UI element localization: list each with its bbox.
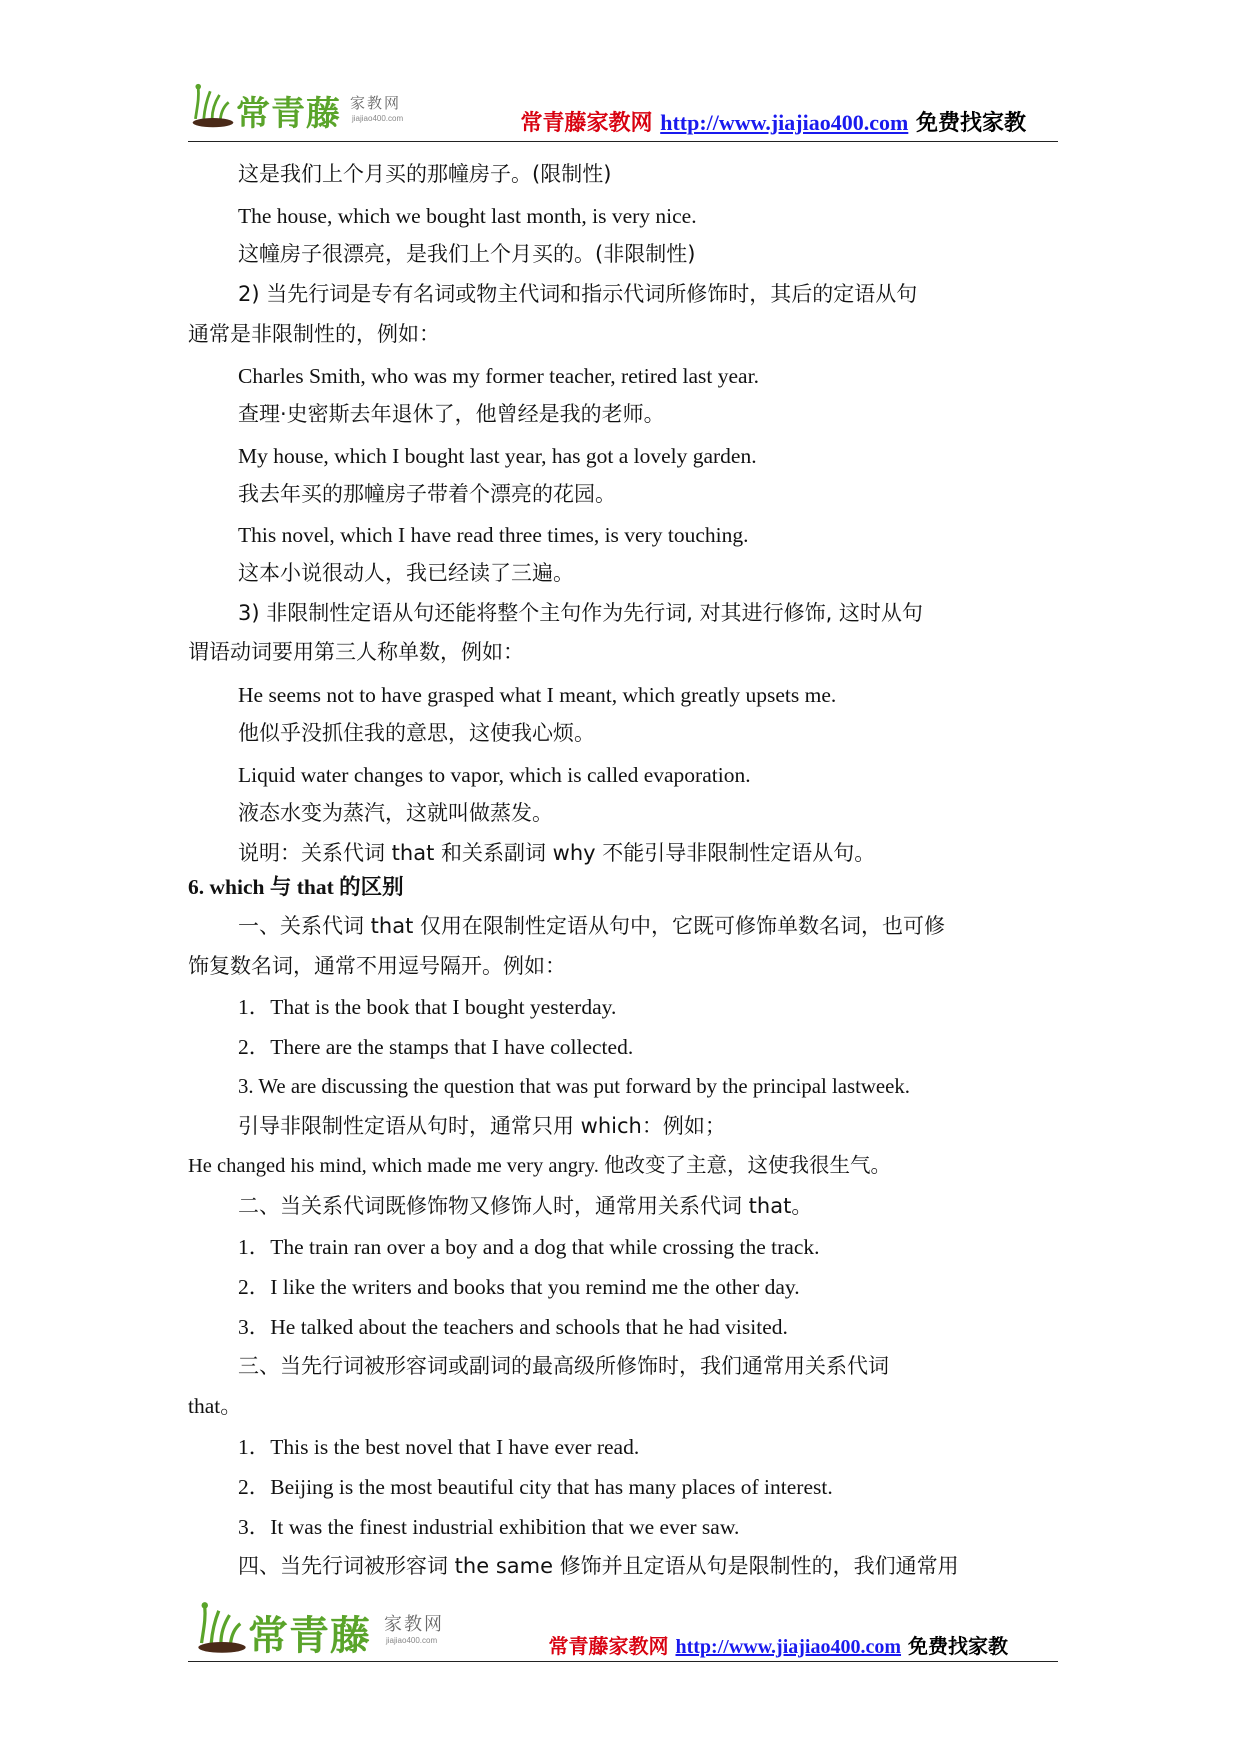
slogan: 免费找家教 <box>908 1634 1008 1658</box>
text-line: 通常是非限制性的，例如： <box>188 322 440 346</box>
logo-subtitle: 家教网 <box>350 94 402 112</box>
text-line: 引导非限制性定语从句时，通常只用 which：例如； <box>238 1114 726 1138</box>
text-line: 我去年买的那幢房子带着个漂亮的花园。 <box>238 482 616 506</box>
text-line: 3. We are discussing the question that was put forward by the principal lastweek. <box>238 1075 910 1098</box>
text-line: This novel, which I have read three times, is very touching. <box>238 523 749 547</box>
site-link[interactable]: http://www.jiajiao400.com <box>660 110 909 135</box>
text-line: 2．I like the writers and books that you remind me the other day. <box>238 1275 800 1299</box>
logo-icon <box>188 82 238 130</box>
text-line: that。 <box>188 1394 242 1418</box>
text-line: He changed his mind, which made me very angry. 他改变了主意，这使我很生气。 <box>188 1155 891 1177</box>
text-line: 1．The train ran over a boy and a dog that while crossing the track. <box>238 1235 820 1259</box>
text-line: 四、当先行词被形容词 the same 修饰并且定语从句是限制性的，我们通常用 <box>238 1554 959 1578</box>
text-line: 3．He talked about the teachers and schools that he had visited. <box>238 1315 788 1339</box>
logo-subtitle: 家教网 <box>384 1614 444 1635</box>
site-name: 常青藤家教网 <box>548 1634 669 1658</box>
text-line: 这是我们上个月买的那幢房子。(限制性) <box>238 162 612 186</box>
text-line: 2) 当先行词是专有名词或物主代词和指示代词所修饰时，其后的定语从句 <box>238 282 918 306</box>
text-line: 一、关系代词 that 仅用在限制性定语从句中，它既可修饰单数名词，也可修 <box>238 914 945 938</box>
text-line: 这本小说很动人，我已经读了三遍。 <box>238 561 574 585</box>
footer-text <box>549 1630 1008 1659</box>
text-line: 三、当先行词被形容词或副词的最高级所修饰时，我们通常用关系代词 <box>238 1354 889 1378</box>
text-line: 液态水变为蒸汽，这就叫做蒸发。 <box>238 801 553 825</box>
text-line: 1．This is the best novel that I have ever read. <box>238 1435 640 1459</box>
page-footer <box>188 1600 1058 1662</box>
text-line: 查理·史密斯去年退休了，他曾经是我的老师。 <box>238 402 665 426</box>
text-line: 这幢房子很漂亮，是我们上个月买的。(非限制性) <box>238 242 696 266</box>
text-line: 饰复数名词，通常不用逗号隔开。例如： <box>188 954 566 978</box>
text-line: Liquid water changes to vapor, which is called evaporation. <box>238 763 751 787</box>
text-line: 谓语动词要用第三人称单数，例如： <box>188 640 524 664</box>
text-line: 说明：关系代词 that 和关系副词 why 不能引导非限制性定语从句。 <box>238 841 876 865</box>
section-heading: 6. which 与 that 的区别 <box>188 875 404 899</box>
logo-text: 常青藤 <box>248 1613 371 1659</box>
text-line: 3) 非限制性定语从句还能将整个主句作为先行词, 对其进行修饰, 这时从句 <box>238 601 923 625</box>
text-line: 2．There are the stamps that I have collected. <box>238 1035 634 1059</box>
header-rule <box>188 141 1058 142</box>
text-line: My house, which I bought last year, has got a lovely garden. <box>238 444 757 468</box>
page-header <box>188 80 1058 142</box>
text-line: 二、当关系代词既修饰物又修饰人时，通常用关系代词 that。 <box>238 1194 813 1218</box>
logo-url: jiajiao400.com <box>386 1636 438 1645</box>
logo-icon <box>194 1600 250 1656</box>
text-line: 他似乎没抓住我的意思，这使我心烦。 <box>238 721 595 745</box>
slogan: 免费找家教 <box>915 111 1026 136</box>
logo-text: 常青藤 <box>236 94 341 134</box>
text-line: Charles Smith, who was my former teacher, retired last year. <box>238 364 759 388</box>
footer-rule <box>188 1661 1058 1662</box>
text-line: 1．That is the book that I bought yesterday. <box>238 995 617 1019</box>
site-link[interactable]: http://www.jiajiao400.com <box>675 1636 902 1658</box>
logo-url: jiajiao400.com <box>352 114 404 123</box>
text-line: 3．It was the finest industrial exhibition that we ever saw. <box>238 1515 740 1539</box>
header-text <box>521 106 1026 137</box>
text-line: He seems not to have grasped what I meant, which greatly upsets me. <box>238 683 837 707</box>
site-name: 常青藤家教网 <box>520 111 653 136</box>
text-line: 2．Beijing is the most beautiful city that has many places of interest. <box>238 1475 833 1499</box>
text-line: The house, which we bought last month, is very nice. <box>238 204 697 228</box>
